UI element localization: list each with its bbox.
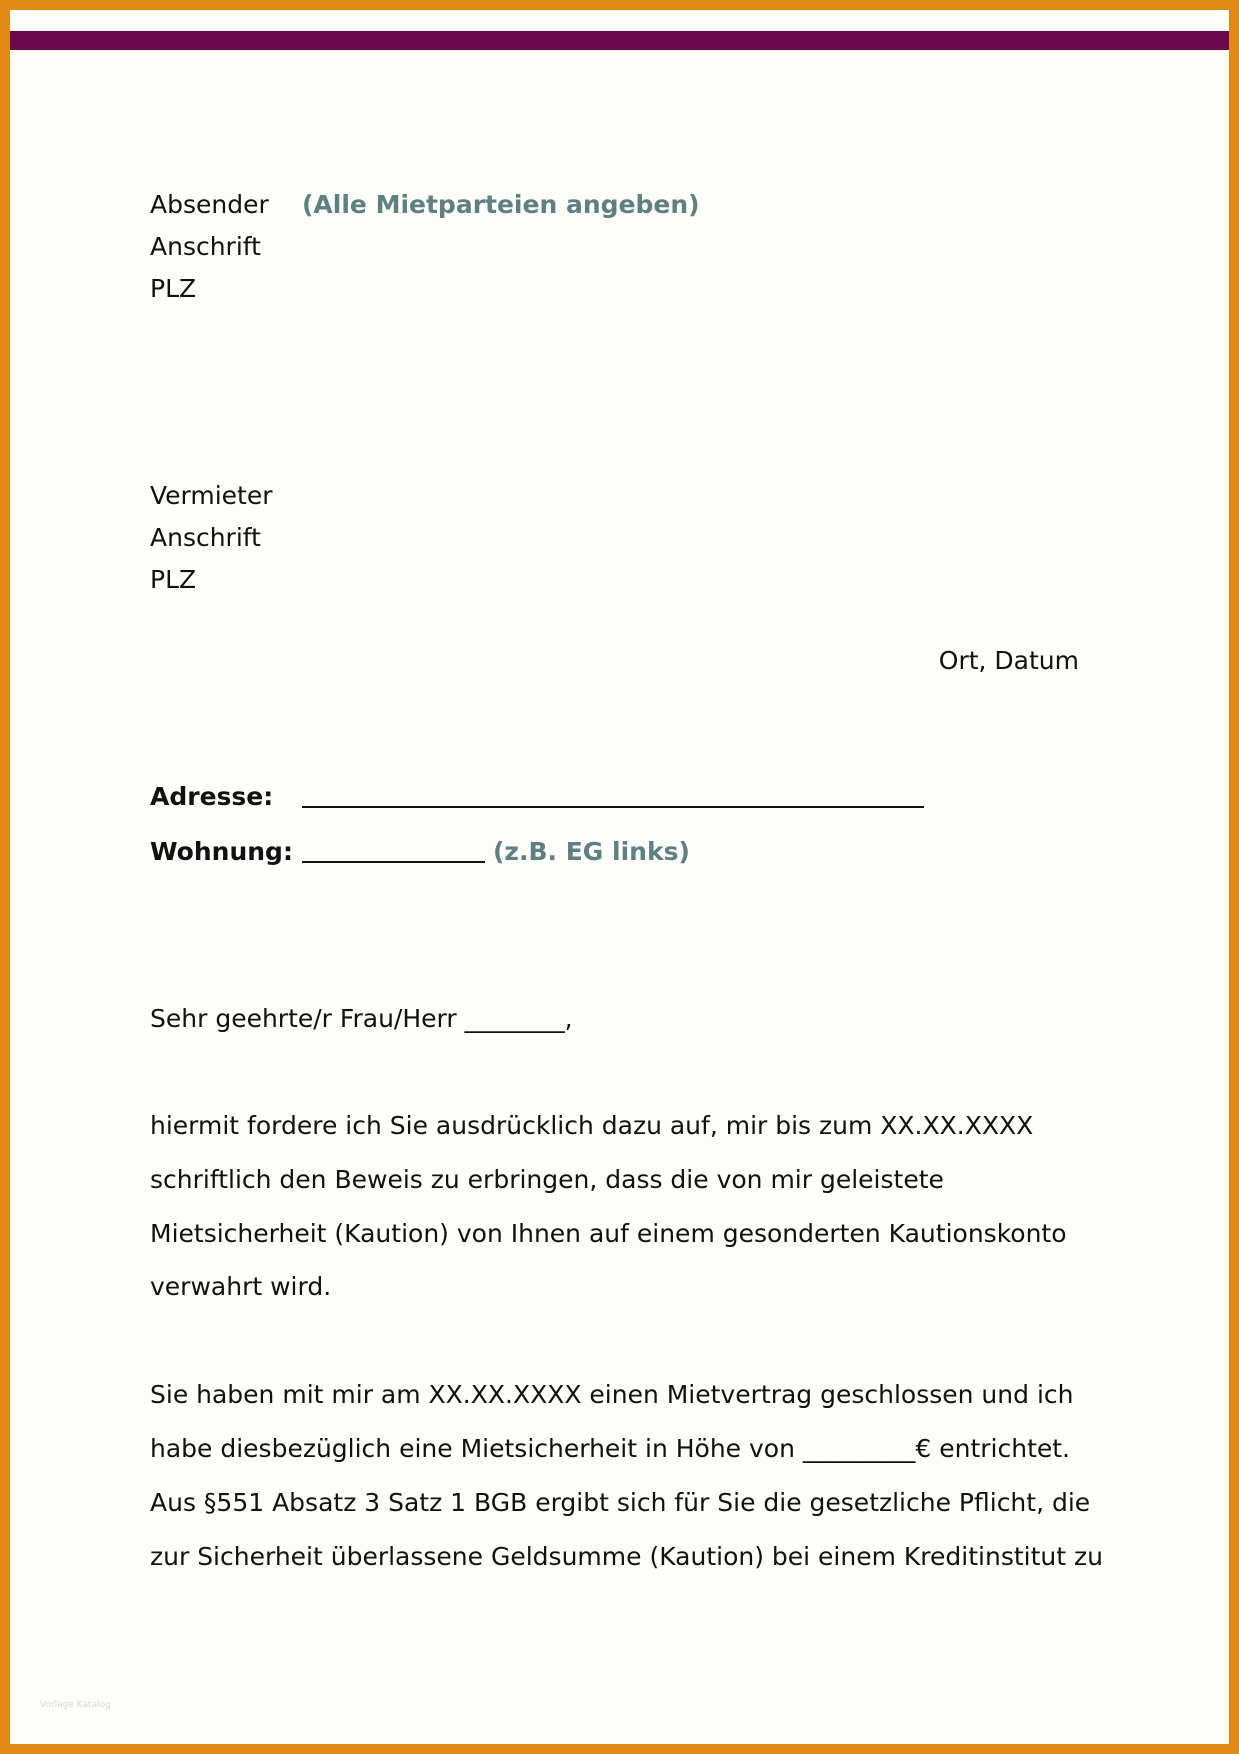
body-line: Aus §551 Absatz 3 Satz 1 BGB ergibt sich für Sie die gesetzliche Pflicht, die (150, 1488, 1091, 1517)
apartment-row (150, 837, 690, 867)
apartment-label: Wohnung: (150, 837, 293, 866)
landlord-label: Vermieter (150, 481, 273, 510)
body-line: hiermit fordere ich Sie ausdrücklich dazu auf, mir bis zum XX.XX.XXXX (150, 1111, 1034, 1140)
body-line: zur Sicherheit überlassene Geldsumme (Kaution) bei einem Kreditinstitut zu (150, 1542, 1103, 1571)
apartment-hint: (z.B. EG links) (493, 837, 690, 866)
body-line: habe diesbezüglich eine Mietsicherheit in Höhe von _________€ entrichtet. (150, 1434, 1071, 1463)
apartment-blank-line[interactable] (302, 837, 485, 863)
sender-label-line (150, 190, 700, 220)
sender-address: Anschrift (150, 232, 261, 261)
sender-hint: (Alle Mietparteien angeben) (302, 190, 700, 219)
body-line: schriftlich den Beweis zu erbringen, dass die von mir geleistete (150, 1165, 944, 1194)
letter-page (10, 10, 1229, 1744)
address-blank-line[interactable] (302, 782, 924, 808)
place-date: Ort, Datum (938, 646, 1079, 675)
watermark: Vorlage Katalog (40, 1700, 111, 1710)
landlord-address: Anschrift (150, 523, 261, 552)
address-label: Adresse: (150, 782, 274, 811)
body-line: Sie haben mit mir am XX.XX.XXXX einen Mietvertrag geschlossen und ich (150, 1380, 1074, 1409)
body-line: Mietsicherheit (Kaution) von Ihnen auf einem gesonderten Kautionskonto (150, 1219, 1067, 1248)
address-row (150, 782, 273, 812)
sender-zip: PLZ (150, 274, 197, 303)
landlord-zip: PLZ (150, 565, 197, 594)
body-line: verwahrt wird. (150, 1272, 332, 1301)
header-bar (10, 31, 1229, 50)
salutation: Sehr geehrte/r Frau/Herr ________, (150, 1004, 573, 1033)
sender-label: Absender (150, 190, 269, 219)
